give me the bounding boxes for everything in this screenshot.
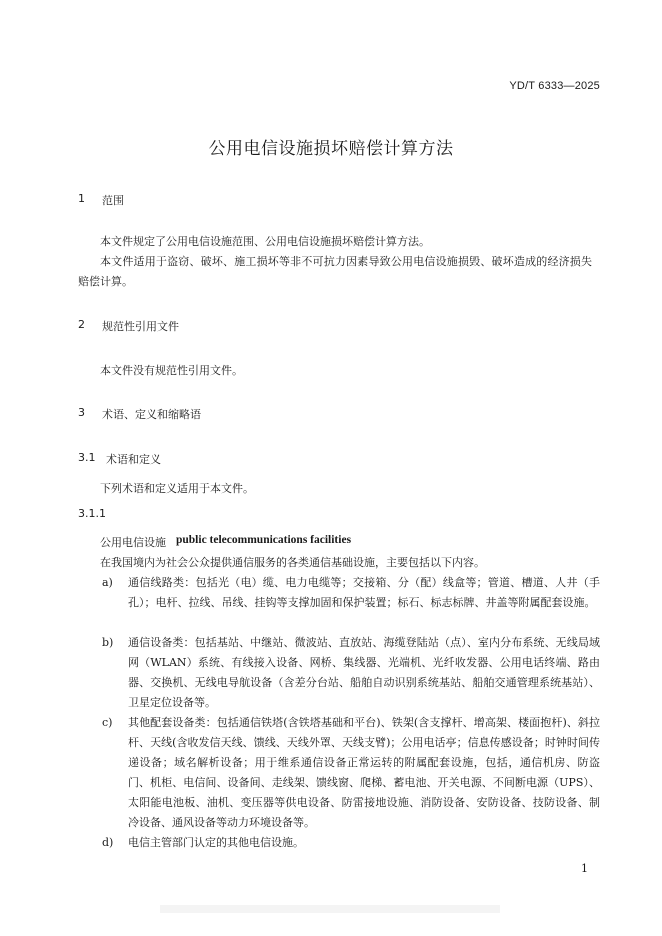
footer-watermark-band [160,905,500,913]
list-item-c [102,713,600,833]
section-2-heading [78,318,179,334]
term-heading [100,534,351,550]
section-1-heading [78,192,124,208]
section-1-para-2: 本文件适用于盗窃、破坏、施工损坏等非不可抗力因素导致公用电信设施损毁、破坏造成的经济损失赔偿计算。 [78,255,592,288]
list-item-b [102,633,600,713]
list-text: 通信设备类：包括基站、中继站、微波站、直放站、海缆登陆站（点）、室内分布系统、无线局域网（WLAN）系统、有线接入设备、网桥、集线器、光端机、光纤收发器、公用电话终端、路由器、交换机、无线电导航设备（含差分台站、船舶自动识别系统基站、船舶交通管理系统基站）、卫星定位设备等。 [128,636,600,709]
section-3-heading [78,406,201,422]
section-3-1-heading [78,451,161,467]
section-number: 3 [78,406,85,419]
section-number: 3.1 [78,451,96,464]
list-text: 通信线路类：包括光（电）缆、电力电缆等；交接箱、分（配）线盒等；管道、槽道、人井（手孔）；电杆、拉线、吊线、挂钩等支撑加固和保护装置；标石、标志标牌、井盖等附属配套设施。 [128,576,600,609]
section-2-para: 本文件没有规范性引用文件。 [100,364,243,377]
page-title: 公用电信设施损坏赔偿计算方法 [208,139,454,159]
term-en: public telecommunications facilities [176,534,352,546]
list-item-a [102,573,600,613]
section-title: 术语和定义 [106,453,161,466]
section-title: 术语、定义和缩略语 [102,408,201,421]
list-marker: a) [102,576,113,589]
section-3-1-para: 下列术语和定义适用于本文件。 [100,482,254,495]
standard-code: YD/T 6333—2025 [509,80,600,92]
section-title: 规范性引用文件 [102,320,179,333]
list-marker: c) [102,716,113,729]
section-3-1-1-heading [78,507,106,520]
section-number: 3.1.1 [78,507,106,520]
list-marker: d) [102,836,114,849]
section-number: 2 [78,318,85,331]
page-number: 1 [581,862,588,875]
section-1-para-1: 本文件规定了公用电信设施范围、公用电信设施损坏赔偿计算方法。 [100,235,430,248]
section-number: 1 [78,192,85,205]
list-item-d [102,833,600,853]
list-text: 电信主管部门认定的其他电信设施。 [128,836,304,849]
section-title: 范围 [102,194,124,207]
list-marker: b) [102,636,114,649]
term-zh: 公用电信设施 [100,536,166,549]
list-text: 其他配套设备类：包括通信铁塔(含铁塔基础和平台)、铁架(含支撑杆、增高架、楼面抱杆)、斜拉杆、天线(含收发信天线、馈线、天线外罩、天线支臂)；公用电话亭；信息传感设备；时钟时间传递设备；域名解析设备；用于维系通信设备正常运转的附属配套设施，包括，通信机房、防盗门、机柜、电信间、设备间、走线架、馈线窗、爬梯、蓄电池、开关电源、不间断电源（UPS）、太阳能电池板、油机、变压器等供电设备、防雷接地设施、消防设备、安防设备、技防设备、制冷设备、通风设备等动力环境设备等。 [128,716,600,829]
term-definition: 在我国境内为社会公众提供通信服务的各类通信基础设施，主要包括以下内容。 [100,556,485,569]
